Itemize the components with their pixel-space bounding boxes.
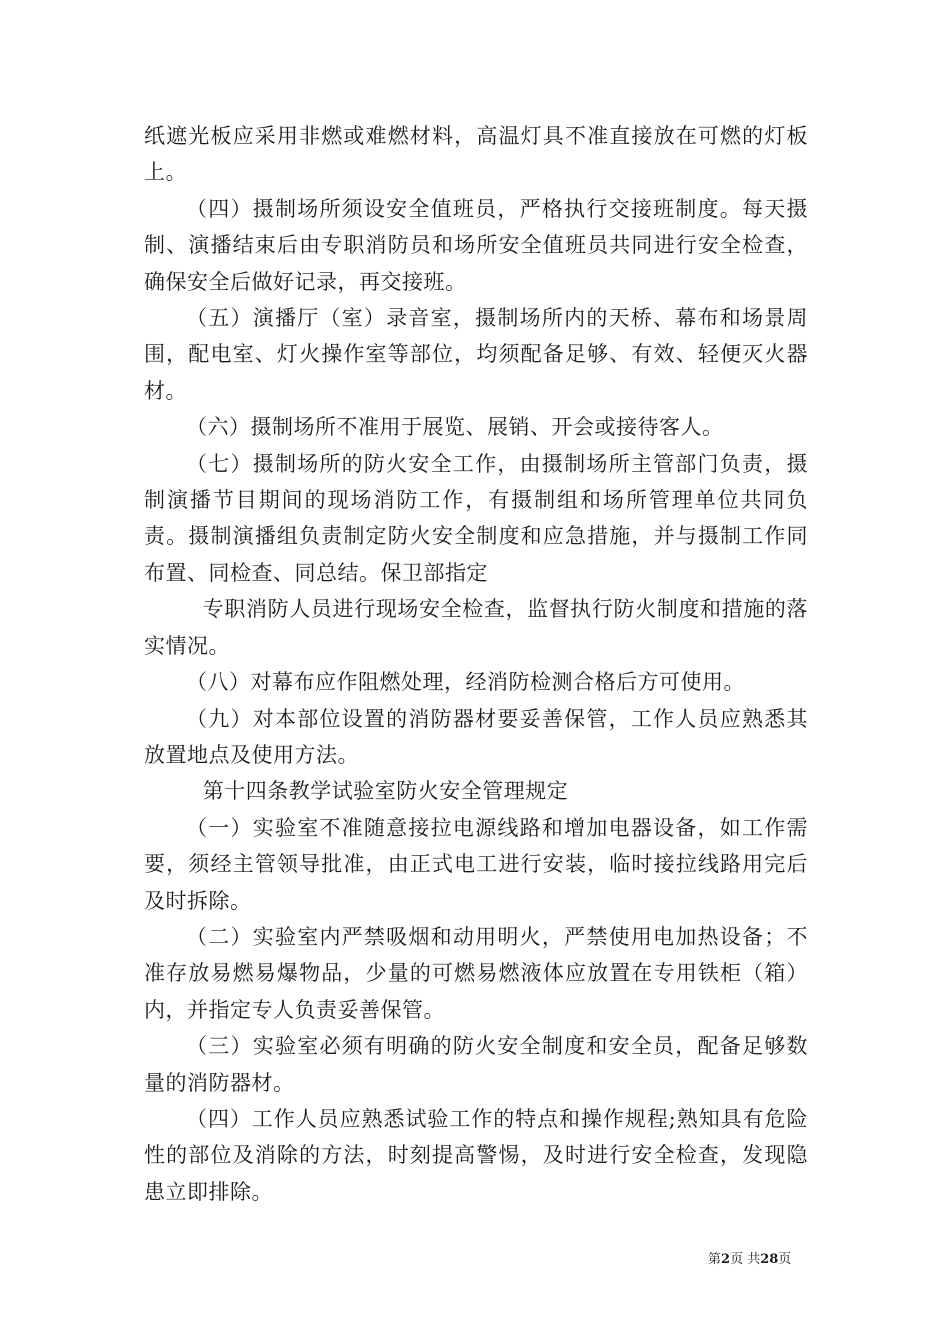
section-heading: 第十四条教学试验室防火安全管理规定 <box>202 779 569 804</box>
paragraph: （九）对本部位设置的消防器材要妥善保管，工作人员应熟悉其放置地点及使用方法。 <box>144 706 808 767</box>
paragraph: （七）摄制场所的防火安全工作，由摄制场所主管部门负责，摄制演播节目期间的现场消防工作，有摄制组和场所管理单位共同负责。摄制演播组负责制定防火安全制度和应急措施，并与摄制工作同布置、同检查、同总结。保卫部指定 <box>144 451 808 585</box>
footer-prefix: 第 <box>708 1252 722 1267</box>
paragraph: （四）工作人员应熟悉试验工作的特点和操作规程;熟知具有危险性的部位及消除的方法，时刻提高警惕，及时进行安全检查，发现隐患立即排除。 <box>144 1106 808 1204</box>
page-footer <box>708 1248 791 1267</box>
paragraph: （一）实验室不准随意接拉电源线路和增加电器设备，如工作需要，须经主管领导批准，由正式电工进行安装，临时接拉线路用完后及时拆除。 <box>144 815 808 913</box>
paragraph: （八）对幕布应作阻燃处理，经消防检测合格后方可使用。 <box>186 670 745 695</box>
paragraph: 专职消防人员进行现场安全检查，监督执行防火制度和措施的落实情况。 <box>144 597 808 658</box>
paragraph: 纸遮光板应采用非燃或难燃材料，高温灯具不准直接放在可燃的灯板上。 <box>144 124 808 185</box>
footer-suffix: 页 <box>778 1252 792 1267</box>
footer-middle: 页 共 <box>730 1252 761 1267</box>
current-page-number: 2 <box>721 1252 731 1267</box>
paragraph: （二）实验室内严禁吸烟和动用明火，严禁使用电加热设备；不准存放易燃易爆物品，少量的可燃易燃液体应放置在专用铁柜（箱）内，并指定专人负责妥善保管。 <box>144 924 808 1022</box>
paragraph: （五）演播厅（室）录音室，摄制场所内的天桥、幕布和场景周围，配电室、灯火操作室等部位，均须配备足够、有效、轻便灭火器材。 <box>144 306 808 403</box>
total-pages-number: 28 <box>760 1252 779 1267</box>
paragraph: （六）摄制场所不准用于展览、展销、开会或接待客人。 <box>186 415 724 440</box>
paragraph: （三）实验室必须有明确的防火安全制度和安全员，配备足够数量的消防器材。 <box>144 1034 808 1095</box>
document-body <box>144 118 808 1210</box>
paragraph: （四）摄制场所须设安全值班员，严格执行交接班制度。每天摄制、演播结束后由专职消防员和场所安全值班员共同进行安全检查，确保安全后做好记录，再交接班。 <box>144 196 808 294</box>
